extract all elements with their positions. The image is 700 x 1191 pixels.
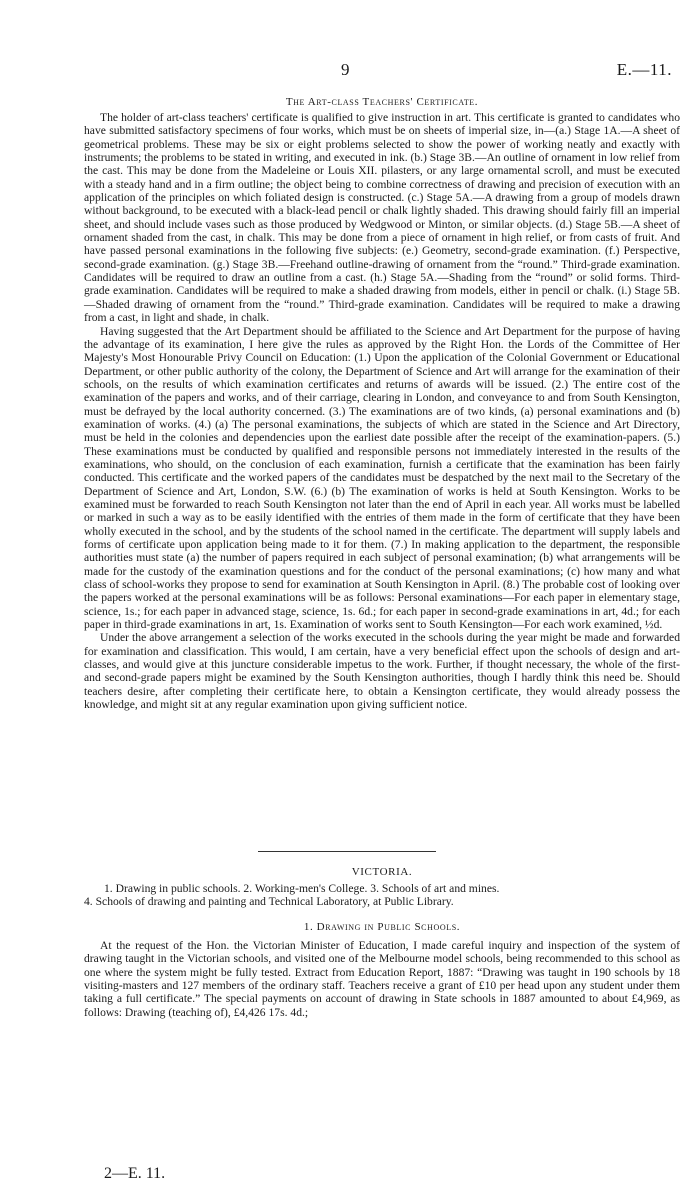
- victoria-list-line-1: 1. Drawing in public schools. 2. Working-men's College. 3. Schools of art and mines.: [104, 882, 500, 895]
- document-reference: E.—11.: [616, 60, 672, 79]
- victoria-list: [84, 882, 680, 909]
- paragraph-rules: Having suggested that the Art Department should be affiliated to the Science and Art Department for the purpose of having the advantage of its examination, I here give the rules as approved by the Right Hon. the Lords of the Committee of Her Majesty's Most Honourable Privy Council on Education: (1.) Upon the application of the Colonial Government or Educational Department, or other public authority of the colony, the Department of Science and Art will arrange for the examination of their schools, on the results of which examination certificates and returns of awards will be issued. (2.) The entire cost of the examination of the papers and works, and of their carriage, clearing in London, and conveyance to and from South Kensington, must be defrayed by the local authority concerned. (3.) The examinations are of two kinds, (a) personal examinations and (b) examination of works. (4.) (a) The personal examinations, the subjects of which are stated in the Science and Art Directory, must be held in the colonies and dependencies upon the earliest date possible after the receipt of the examination-papers. (5.) These examinations must be conducted by qualified and responsible persons not immediately interested in the results of the examinations, who should, on the conclusion of each examination, furnish a certificate that the examination has been fairly conducted. This certificate and the worked papers of the candidates must be despatched by the next mail to the Secretary of the Department of Science and Art, London, S.W. (6.) (b) The examination of works is held at South Kensington. Works to be examined must be forwarded to reach South Kensington not later than the end of April in each year. All works must be labelled or marked in such a way as to be easily identified with the entries of them made in the form of certificate that they have been wholly executed in the school, and by the students of the school named in the certificate. The department will supply labels and forms of certificate upon application being made to it for them. (7.) In making application to the department, the responsible authorities must state (a) the number of papers required in each subject of personal examination; (b) what arrangements will be made for the custody of the examination questions and for the conduct of the personal examinations; (c) how many and what class of school-works they propose to send for examination at South Kensington in April. (8.) The probable cost of looking over the papers worked at the personal examinations will be as follows: Personal examinations—For each paper in elementary stage, science, 1s.; for each paper in advanced stage, science, 1s. 6d.; for each paper in second-grade examinations in art, 4d.; for each paper in third-grade examinations in art, 1s. Examination of works sent to South Kensington—For each work examined, ½d.: [84, 324, 680, 632]
- page-signature: 2—E. 11.: [104, 1165, 166, 1182]
- paragraph-arrangement: Under the above arrangement a selection of the works executed in the schools during the year might be made and forwarded for examination and classification. This would, I am certain, have a very beneficial effect upon the schools of design and art-classes, and would give at this juncture considerable impetus to the work. Further, if thought necessary, the whole of the first- and second-grade papers might be examined by the South Kensington authorities, though I hardly think this need be. Should teachers desire, after completing their certificate here, to obtain a Kensington certificate, they would already possess the knowledge, and might sit at any regular examination upon giving sufficient notice.: [84, 631, 680, 712]
- page-header: [0, 60, 700, 84]
- section-body-art-class: [84, 111, 680, 711]
- section-body-public-schools: [84, 939, 680, 1019]
- section-heading-victoria: VICTORIA.: [351, 866, 413, 878]
- section-heading-public-schools: 1. Drawing in Public Schools.: [303, 921, 461, 933]
- victoria-list-line-2: 4. Schools of drawing and painting and Technical Laboratory, at Public Library.: [84, 895, 454, 909]
- section-heading-art-class: The Art-class Teachers' Certificate.: [285, 96, 479, 108]
- paragraph-certificate: The holder of art-class teachers' certificate is qualified to give instruction in art. This certificate is granted to candidates who have submitted satisfactory specimens of four works, which must be on sheets of imperial size, in—(a.) Stage 1A.—A sheet of geometrical problems. These may be six or eight problems selected to show the power of working neatly and exactly with instruments; the problems to be stated in writing, and executed in ink. (b.) Stage 3B.—An outline of ornament in low relief from the cast. This may be done from the Madeleine or Louis XII. pilasters, or any large ornamental scroll, and must be executed with a steady hand and in a firm outline; the object being to combine correctness of drawing and precision of execution with an application of the principles on which foliated design is constructed. (c.) Stage 5A.—A drawing from a group of models drawn without background, to be executed with a black-lead pencil or chalk lightly shaded. This drawing should fairly fill an imperial sheet, and should include vases such as those produced by Wedgwood or Minton, or similar objects. (d.) Stage 5B.—A sheet of ornament shaded from the cast, in chalk. This may be done from a piece of ornament in high relief, or from casts of fruit. And have passed personal examinations in the following five subjects: (e.) Geometry, second-grade examination. (f.) Perspective, second-grade examination. (g.) Stage 3B.—Freehand outline-drawing of ornament from the “round.” Third-grade examination. Candidates will be required to draw an outline from a cast. (h.) Stage 5A.—Shading from the “round” or solid forms. Third-grade examination. Candidates will be required to make a shaded drawing from models, either in pencil or chalk. (i.) Stage 5B.—Shaded drawing of ornament from the “round.” Third-grade examination. Candidates will be required to make a drawing from a cast, in light and shade, in chalk.: [84, 111, 680, 325]
- paragraph-public-schools: At the request of the Hon. the Victorian Minister of Education, I made careful inquiry and inspection of the system of drawing taught in the Victorian schools, and visited one of the Melbourne model schools, being recommended to this school as one where the system might be fully tested. Extract from Education Report, 1887: “Drawing was taught in 190 schools by 18 visiting-masters and 127 members of the ordinary staff. Teachers receive a grant of £10 per head upon any student under them taking a full certificate.” The special payments on account of drawing in State schools in 1887 amounted to about £4,969, as follows: Drawing (teaching of), £4,426 17s. 4d.;: [84, 939, 680, 1019]
- section-divider: [258, 851, 436, 852]
- page-number: 9: [341, 60, 350, 79]
